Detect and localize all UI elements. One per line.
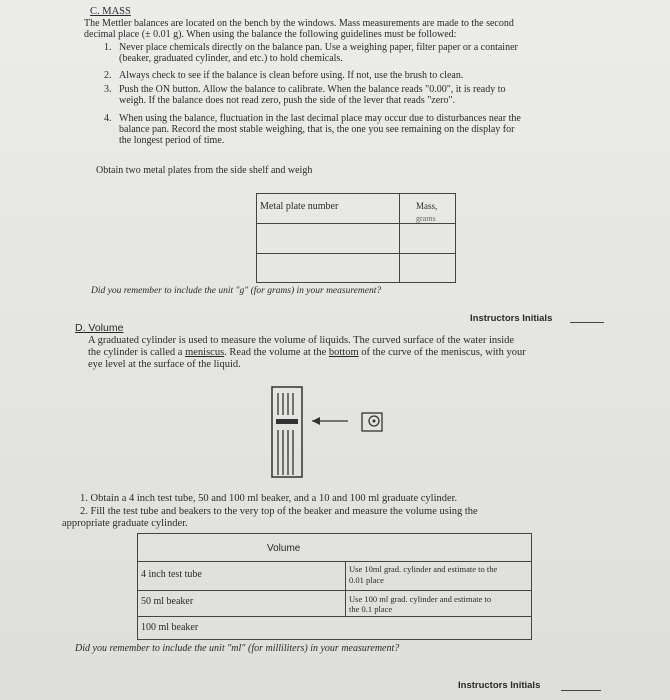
volume-step-2-line2: appropriate graduate cylinder. bbox=[62, 518, 188, 529]
rule-1-number: 1. bbox=[104, 42, 112, 53]
volume-table-header: Volume bbox=[267, 543, 301, 554]
mass-unit-reminder: Did you remember to include the unit "g" (for grams) in your measurement? bbox=[91, 286, 382, 296]
rule-3-line1: Push the ON button. Allow the balance to calibrate. When the balance reads "0.00", it is ready to bbox=[119, 84, 506, 95]
mass-intro-line2: decimal place (± 0.01 g). When using the balance the following guidelines must be followed: bbox=[84, 29, 457, 40]
volume-unit-reminder: Did you remember to include the unit "ml" (for milliliters) in your measurement? bbox=[75, 643, 400, 654]
volume-row-label-100ml: 100 ml beaker bbox=[141, 622, 199, 633]
volume-row-note-50ml-2: the 0.1 place bbox=[349, 604, 393, 614]
volume-para-line2-c: of the curve of the meniscus, with your bbox=[358, 347, 526, 358]
volume-para-line1: A graduated cylinder is used to measure the volume of liquids. The curved surface of the water inside bbox=[88, 335, 515, 346]
rule-3-number: 3. bbox=[104, 84, 112, 95]
rule-4-line2: balance pan. Record the most stable weighing, that is, the one you see remaining on the display for bbox=[119, 124, 515, 135]
rule-2-number: 2. bbox=[104, 70, 112, 81]
rule-3-line2: weigh. If the balance does not read zero, push the side of the lever that reads "zero". bbox=[119, 95, 456, 106]
graduated-cylinder-illustration bbox=[270, 385, 400, 480]
mass-table bbox=[256, 193, 456, 283]
volume-step-2-line1: 2. Fill the test tube and beakers to the very top of the beaker and measure the volume using the bbox=[80, 506, 478, 517]
mass-instructor-initials-label: Instructors Initials bbox=[470, 313, 553, 324]
volume-para-line2 bbox=[88, 347, 526, 358]
mass-heading: C. MASS bbox=[90, 6, 131, 17]
rule-1-line1: Never place chemicals directly on the balance pan. Use a weighing paper, filter paper or a container bbox=[119, 42, 518, 53]
rule-4-number: 4. bbox=[104, 113, 112, 124]
volume-table bbox=[137, 533, 532, 640]
volume-instructor-initials-label: Instructors Initials bbox=[458, 680, 541, 691]
obtain-plates-text: Obtain two metal plates from the side shelf and weigh bbox=[96, 165, 313, 176]
volume-step-1: 1. Obtain a 4 inch test tube, 50 and 100 ml beaker, and a 10 and 100 ml graduate cylinder. bbox=[80, 493, 458, 504]
meniscus-term: meniscus bbox=[185, 347, 225, 358]
volume-para-line3: eye level at the surface of the liquid. bbox=[88, 359, 241, 370]
rule-2-line1: Always check to see if the balance is clean before using. If not, use the brush to clean. bbox=[119, 70, 464, 81]
volume-heading: D. Volume bbox=[75, 322, 124, 334]
volume-row-note-50ml-1: Use 100 ml grad. cylinder and estimate to bbox=[349, 594, 492, 604]
mass-table-header-plate: Metal plate number bbox=[260, 201, 339, 212]
mass-table-header-mass: Mass, bbox=[416, 201, 438, 211]
mass-initials-line[interactable] bbox=[570, 322, 604, 323]
volume-row-note-test-tube-2: 0.01 place bbox=[349, 575, 384, 585]
volume-para-line2-b: . Read the volume at the bbox=[224, 347, 329, 358]
volume-para-line2-a: the cylinder is called a bbox=[88, 347, 186, 358]
mass-intro-line1: The Mettler balances are located on the bench by the windows. Mass measurements are made to the second bbox=[84, 18, 514, 29]
volume-row-label-50ml: 50 ml beaker bbox=[141, 596, 194, 607]
volume-row-note-test-tube-1: Use 10ml grad. cylinder and estimate to the bbox=[349, 564, 498, 574]
bottom-term: bottom bbox=[328, 347, 359, 358]
rule-4-line3: the longest period of time. bbox=[119, 135, 225, 146]
mass-table-header-grams: grams bbox=[416, 214, 436, 223]
rule-1-line2: (beaker, graduated cylinder, and etc.) to hold chemicals. bbox=[119, 53, 343, 64]
rule-4-line1: When using the balance, fluctuation in the last decimal place may occur due to disturbances near the bbox=[119, 113, 521, 124]
volume-row-label-test-tube: 4 inch test tube bbox=[141, 569, 202, 580]
volume-initials-line[interactable] bbox=[561, 690, 601, 691]
